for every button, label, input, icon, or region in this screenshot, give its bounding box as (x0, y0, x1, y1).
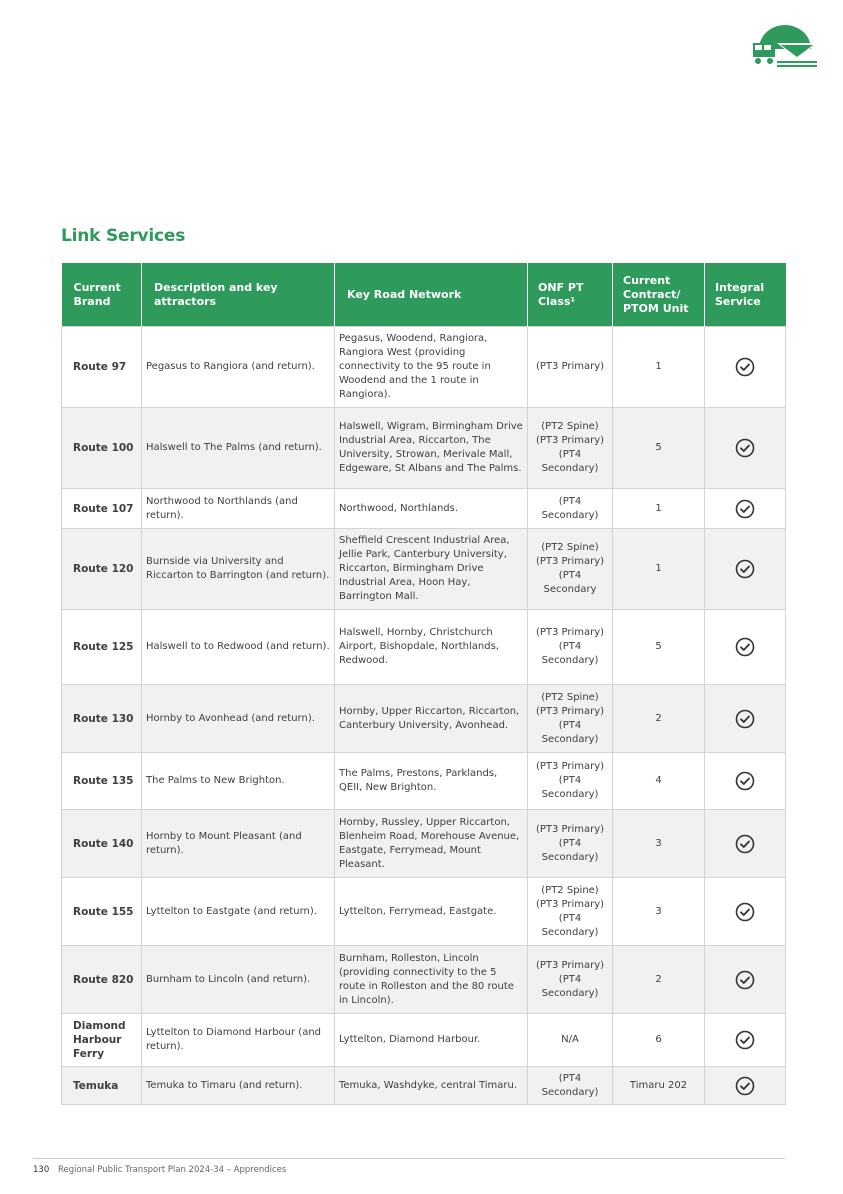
cell-road-network: Burnham, Rolleston, Lincoln (providing connectivity to the 5 route in Rolleston and the 80 route in Lincoln). (335, 946, 528, 1014)
page-number: 130 (33, 1165, 50, 1175)
cell-integral-service (705, 685, 786, 753)
check-circle-icon (735, 637, 755, 657)
header-description: Description and key attractors (142, 263, 335, 327)
cell-description: Temuka to Timaru (and return). (142, 1067, 335, 1105)
header-contract-unit: Current Contract/ PTOM Unit (613, 263, 705, 327)
cell-road-network: Lyttelton, Diamond Harbour. (335, 1014, 528, 1067)
cell-onf-class: (PT3 Primary) (PT4 Secondary) (528, 810, 613, 878)
cell-integral-service (705, 408, 786, 489)
cell-brand: Route 107 (62, 489, 142, 529)
cell-brand: Route 135 (62, 753, 142, 810)
cell-description: Burnham to Lincoln (and return). (142, 946, 335, 1014)
table-row (62, 610, 786, 685)
check-circle-icon (735, 834, 755, 854)
transport-logo-icon (751, 25, 819, 69)
cell-integral-service (705, 753, 786, 810)
cell-integral-service (705, 327, 786, 408)
cell-contract-unit: Timaru 202 (613, 1067, 705, 1105)
cell-road-network: Hornby, Upper Riccarton, Riccarton, Canterbury University, Avonhead. (335, 685, 528, 753)
cell-road-network: Halswell, Hornby, Christchurch Airport, Bishopdale, Northlands, Redwood. (335, 610, 528, 685)
table-row (62, 489, 786, 529)
cell-contract-unit: 3 (613, 878, 705, 946)
cell-road-network: The Palms, Prestons, Parklands, QEII, New Brighton. (335, 753, 528, 810)
header-onf-pt-class: ONF PT Class¹ (528, 263, 613, 327)
link-services-table (61, 263, 786, 1105)
header-key-road-network: Key Road Network (335, 263, 528, 327)
cell-road-network: Sheffield Crescent Industrial Area, Jellie Park, Canterbury University, Riccarton, Birmingham Drive Industrial Area, Hoon Hay, Barrington Mall. (335, 529, 528, 610)
table-header-row (62, 263, 786, 327)
table-row (62, 753, 786, 810)
cell-brand: Route 820 (62, 946, 142, 1014)
cell-integral-service (705, 878, 786, 946)
cell-brand: Route 140 (62, 810, 142, 878)
cell-description: Lyttelton to Eastgate (and return). (142, 878, 335, 946)
cell-integral-service (705, 610, 786, 685)
cell-onf-class: (PT3 Primary) (528, 327, 613, 408)
table-row (62, 1067, 786, 1105)
check-circle-icon (735, 438, 755, 458)
table-row (62, 878, 786, 946)
cell-road-network: Hornby, Russley, Upper Riccarton, Blenheim Road, Morehouse Avenue, Eastgate, Ferrymead, Mount Pleasant. (335, 810, 528, 878)
cell-onf-class: (PT2 Spine) (PT3 Primary) (PT4 Secondary) (528, 685, 613, 753)
cell-description: The Palms to New Brighton. (142, 753, 335, 810)
footer-text: Regional Public Transport Plan 2024-34 – Apprendices (57, 1165, 287, 1175)
cell-onf-class: (PT4 Secondary) (528, 1067, 613, 1105)
table-row (62, 408, 786, 489)
cell-contract-unit: 1 (613, 529, 705, 610)
cell-contract-unit: 1 (613, 327, 705, 408)
cell-road-network: Halswell, Wigram, Birmingham Drive Industrial Area, Riccarton, The University, Strowan, Merivale Mall, Edgeware, St Albans and The Palms. (335, 408, 528, 489)
cell-integral-service (705, 810, 786, 878)
cell-brand: Route 97 (62, 327, 142, 408)
cell-brand: Route 155 (62, 878, 142, 946)
cell-description: Hornby to Avonhead (and return). (142, 685, 335, 753)
check-circle-icon (735, 902, 755, 922)
cell-road-network: Temuka, Washdyke, central Timaru. (335, 1067, 528, 1105)
cell-description: Northwood to Northlands (and return). (142, 489, 335, 529)
cell-contract-unit: 3 (613, 810, 705, 878)
table-row (62, 946, 786, 1014)
cell-description: Halswell to to Redwood (and return). (142, 610, 335, 685)
check-circle-icon (735, 1076, 755, 1096)
cell-contract-unit: 4 (613, 753, 705, 810)
cell-brand: Route 130 (62, 685, 142, 753)
header-current-brand: Current Brand (62, 263, 142, 327)
cell-brand: Diamond Harbour Ferry (62, 1014, 142, 1067)
check-circle-icon (735, 970, 755, 990)
cell-onf-class: (PT3 Primary) (PT4 Secondary) (528, 753, 613, 810)
cell-road-network: Pegasus, Woodend, Rangiora, Rangiora West (providing connectivity to the 95 route in Woodend and the 1 route in Rangiora). (335, 327, 528, 408)
footer-divider (33, 1158, 785, 1159)
cell-road-network: Lyttelton, Ferrymead, Eastgate. (335, 878, 528, 946)
check-circle-icon (735, 709, 755, 729)
header-integral-service: Integral Service (705, 263, 786, 327)
cell-description: Burnside via University and Riccarton to Barrington (and return). (142, 529, 335, 610)
check-circle-icon (735, 1030, 755, 1050)
cell-onf-class: (PT2 Spine) (PT3 Primary) (PT4 Secondary (528, 529, 613, 610)
cell-contract-unit: 2 (613, 685, 705, 753)
cell-contract-unit: 2 (613, 946, 705, 1014)
cell-onf-class: (PT3 Primary) (PT4 Secondary) (528, 610, 613, 685)
cell-onf-class: (PT3 Primary) (PT4 Secondary) (528, 946, 613, 1014)
page-footer (33, 1165, 286, 1175)
section-title: Link Services (61, 226, 186, 246)
check-circle-icon (735, 559, 755, 579)
cell-integral-service (705, 1014, 786, 1067)
table-row (62, 685, 786, 753)
table-row (62, 327, 786, 408)
cell-road-network: Northwood, Northlands. (335, 489, 528, 529)
cell-integral-service (705, 529, 786, 610)
cell-contract-unit: 5 (613, 408, 705, 489)
cell-onf-class: (PT2 Spine) (PT3 Primary) (PT4 Secondary) (528, 408, 613, 489)
cell-brand: Route 125 (62, 610, 142, 685)
table-row (62, 810, 786, 878)
cell-contract-unit: 1 (613, 489, 705, 529)
cell-onf-class: (PT4 Secondary) (528, 489, 613, 529)
check-circle-icon (735, 499, 755, 519)
cell-brand: Route 120 (62, 529, 142, 610)
cell-integral-service (705, 489, 786, 529)
cell-contract-unit: 6 (613, 1014, 705, 1067)
cell-brand: Temuka (62, 1067, 142, 1105)
cell-onf-class: (PT2 Spine) (PT3 Primary) (PT4 Secondary) (528, 878, 613, 946)
cell-contract-unit: 5 (613, 610, 705, 685)
cell-onf-class: N/A (528, 1014, 613, 1067)
cell-description: Lyttelton to Diamond Harbour (and return). (142, 1014, 335, 1067)
table-row (62, 1014, 786, 1067)
cell-brand: Route 100 (62, 408, 142, 489)
cell-description: Pegasus to Rangiora (and return). (142, 327, 335, 408)
cell-description: Halswell to The Palms (and return). (142, 408, 335, 489)
cell-description: Hornby to Mount Pleasant (and return). (142, 810, 335, 878)
check-circle-icon (735, 771, 755, 791)
table-row (62, 529, 786, 610)
cell-integral-service (705, 1067, 786, 1105)
check-circle-icon (735, 357, 755, 377)
cell-integral-service (705, 946, 786, 1014)
